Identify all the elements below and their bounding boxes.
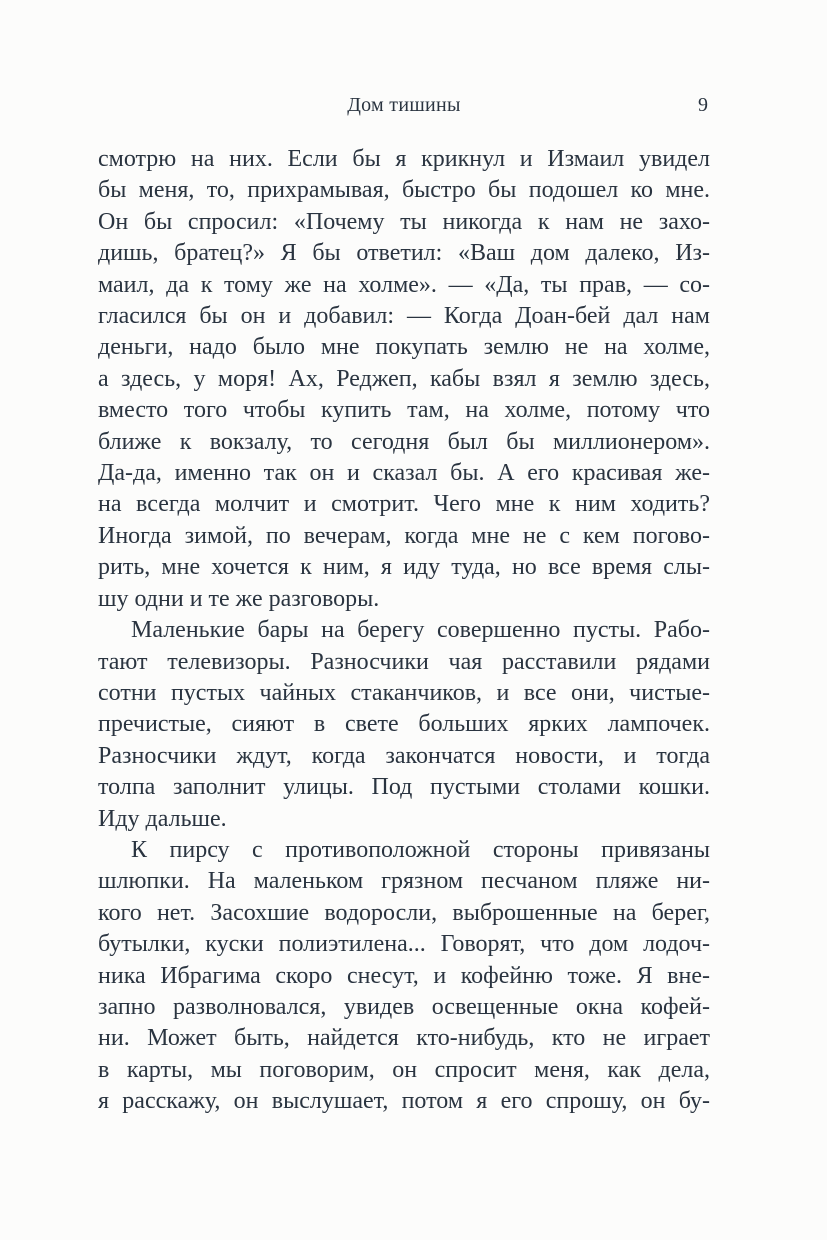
body-text xyxy=(98,144,710,1118)
text-line: запно разволновался, увидев освещенные окна кофей- xyxy=(98,993,710,1020)
page-header xyxy=(98,92,710,118)
page-number: 9 xyxy=(698,94,708,116)
text-line: толпа заполнит улицы. Под пустыми столами кошки. xyxy=(98,774,710,801)
text-line: я расскажу, он выслушает, потом я его спрошу, он бу- xyxy=(98,1088,710,1115)
text-line: дишь, братец?» Я бы ответил: «Ваш дом далеко, Из- xyxy=(98,240,710,267)
text-line: бы меня, то, прихрамывая, быстро бы подошел ко мне. xyxy=(98,177,710,204)
text-line: шлюпки. На маленьком грязном песчаном пляже ни- xyxy=(98,868,710,895)
text-line: пречистые, сияют в свете больших ярких лампочек. xyxy=(98,711,710,738)
text-line: Маленькие бары на берегу совершенно пусты. Рабо- xyxy=(131,617,710,644)
text-line: на всегда молчит и смотрит. Чего мне к ним ходить? xyxy=(98,491,710,518)
text-line: смотрю на них. Если бы я крикнул и Измаил увидел xyxy=(98,146,710,172)
text-line: Иногда зимой, по вечерам, когда мне не с кем погово- xyxy=(98,522,710,549)
text-line: Он бы спросил: «Почему ты никогда к нам не захо- xyxy=(98,208,710,235)
text-line: шу одни и те же разговоры. xyxy=(98,585,380,612)
text-line: деньги, надо было мне покупать землю не на холме, xyxy=(98,334,710,361)
text-line: сотни пустых чайных стаканчиков, и все они, чистые- xyxy=(98,679,710,706)
text-line: в карты, мы поговорим, он спросит меня, как дела, xyxy=(98,1056,710,1083)
running-title: Дом тишины xyxy=(347,94,461,116)
text-line: бутылки, куски полиэтилена... Говорят, что дом лодоч- xyxy=(98,931,710,958)
text-line: рить, мне хочется к ним, я иду туда, но все время слы- xyxy=(98,554,710,581)
text-line: кого нет. Засохшие водоросли, выброшенные на берег, xyxy=(98,899,710,926)
text-line: ближе к вокзалу, то сегодня был бы миллионером». xyxy=(98,428,710,455)
text-line: Иду дальше. xyxy=(98,805,227,832)
text-line: К пирсу с противоположной стороны привязаны xyxy=(131,836,710,863)
text-line: гласился бы он и добавил: — Когда Доан-бей дал нам xyxy=(98,303,710,330)
text-line: Да-да, именно так он и сказал бы. А его красивая же- xyxy=(98,460,710,487)
text-line: а здесь, у моря! Ах, Реджеп, кабы взял я землю здесь, xyxy=(98,365,710,392)
text-line: ни. Может быть, найдется кто-нибудь, кто не играет xyxy=(98,1025,710,1052)
text-line: Разносчики ждут, когда закончатся новости, и тогда xyxy=(98,742,710,769)
text-line: ника Ибрагима скоро снесут, и кофейню тоже. Я вне- xyxy=(98,962,710,989)
text-line: вместо того чтобы купить там, на холме, потому что xyxy=(98,397,710,424)
text-line: тают телевизоры. Разносчики чая расставили рядами xyxy=(98,648,710,675)
text-line: маил, да к тому же на холме». — «Да, ты прав, — со- xyxy=(98,271,710,298)
